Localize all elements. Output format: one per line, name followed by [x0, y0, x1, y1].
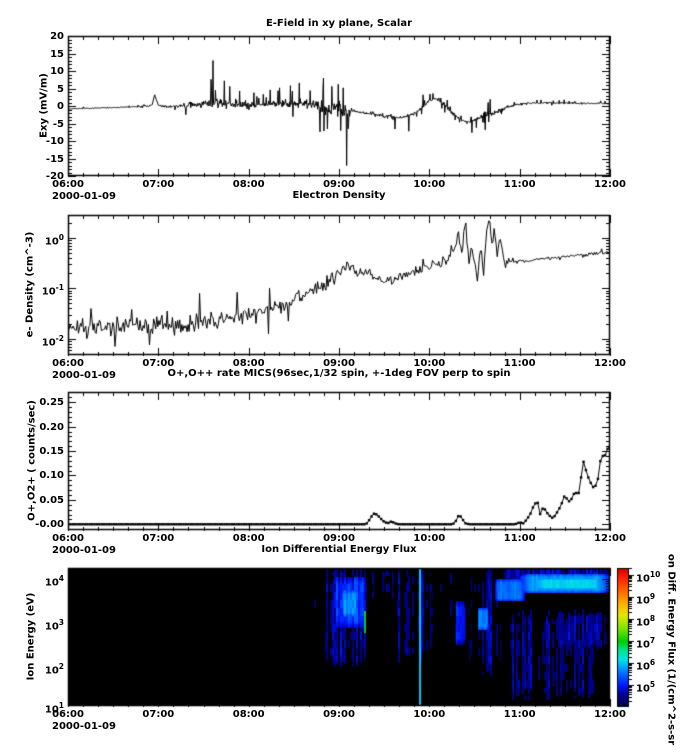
x-tick-label: 06:00 [52, 179, 84, 190]
y-tick-label: $10^{-1}$ [41, 283, 64, 298]
x-tick-label: 11:00 [503, 709, 536, 720]
y-tick-label: -20 [45, 171, 64, 182]
x-tick-label: 09:00 [323, 533, 355, 544]
y-tick-label: $10^2$ [44, 661, 64, 677]
x-tick-label: 07:00 [142, 179, 175, 190]
y-axis-label-density: e- Density (cm^-3) [24, 231, 36, 338]
panel-title-density: Electron Density [292, 190, 386, 201]
y-tick-label: $10^1$ [44, 701, 64, 716]
x-tick-label: 11:00 [503, 358, 536, 369]
y-tick-label: $10^{-2}$ [41, 333, 64, 349]
colorbar-tick-label: $10^5$ [636, 680, 656, 695]
x-tick-label: 12:00 [594, 358, 626, 369]
y-tick-label: $10^0$ [44, 232, 64, 248]
colorbar-tick-label: $10^{10}$ [636, 569, 661, 585]
y-tick-label: 0.10 [39, 470, 64, 482]
colorbar-tick-label: $10^9$ [636, 591, 656, 607]
x-tick-label: 11:00 [503, 179, 536, 190]
x-tick-label: 07:00 [142, 709, 175, 720]
y-axis-label-efield: Exy (mV/m) [38, 73, 50, 138]
x-tick-label: 10:00 [413, 179, 446, 190]
panel-title-ionflux: Ion Differential Energy Flux [261, 544, 417, 555]
panel-title-efield: E-Field in xy plane, Scalar [265, 18, 413, 29]
x-tick-label: 06:00 [52, 533, 84, 544]
x-tick-label: 12:00 [594, 709, 626, 720]
y-tick-label: 0.15 [39, 446, 64, 458]
x-tick-label: 11:00 [503, 533, 536, 544]
x-tick-label: 12:00 [594, 533, 626, 544]
y-axis-label-ionflux: Ion Energy (eV) [25, 592, 37, 681]
date-label: 2000-01-09 [52, 545, 116, 556]
x-tick-label: 08:00 [232, 358, 265, 369]
x-tick-label: 09:00 [323, 709, 355, 720]
x-tick-label: 10:00 [413, 533, 446, 544]
date-label: 2000-01-09 [52, 721, 116, 732]
y-tick-label: 5 [57, 83, 64, 95]
x-tick-label: 10:00 [413, 709, 446, 720]
y-axis-label-oplus: O+,O2+ ( counts/sec) [26, 400, 38, 521]
x-tick-label: 07:00 [142, 358, 175, 369]
y-tick-label: 20 [50, 31, 64, 42]
x-tick-label: 10:00 [413, 358, 446, 369]
y-tick-label: 0.25 [39, 397, 64, 409]
x-tick-label: 09:00 [323, 179, 355, 190]
x-tick-label: 06:00 [52, 709, 84, 720]
x-tick-label: 08:00 [232, 179, 265, 190]
y-tick-label: $10^4$ [44, 573, 64, 589]
y-tick-label: -10 [45, 136, 64, 147]
date-label: 2000-01-09 [52, 370, 116, 381]
x-tick-label: 12:00 [594, 179, 626, 190]
y-tick-label: -0.00 [35, 519, 64, 531]
y-tick-label: 0.05 [39, 494, 64, 506]
colorbar-tick-label: $10^8$ [636, 614, 656, 629]
colorbar-tick-label: $10^6$ [636, 658, 656, 673]
colorbar-axis-label: on Diff. Energy Flux (1/(cm^2-s-sr [665, 553, 677, 746]
y-tick-label: $10^3$ [44, 617, 64, 633]
y-tick-label: 15 [50, 48, 64, 60]
x-tick-label: 09:00 [323, 358, 355, 369]
x-tick-label: 08:00 [232, 709, 265, 720]
panel-title-oplus: O+,O++ rate MICS(96sec,1/32 spin, +-1deg FOV perp to spin [167, 368, 511, 379]
y-tick-label: 0.20 [39, 421, 64, 433]
y-tick-label: -5 [52, 118, 64, 130]
x-tick-label: 07:00 [142, 533, 175, 544]
colorbar-tick-label: $10^7$ [636, 636, 656, 651]
x-tick-label: 08:00 [232, 533, 265, 544]
date-label: 2000-01-09 [52, 191, 116, 202]
y-tick-label: 10 [50, 66, 64, 77]
y-tick-label: -15 [45, 153, 64, 165]
y-tick-label: 0 [57, 101, 64, 112]
x-tick-label: 06:00 [52, 358, 84, 369]
